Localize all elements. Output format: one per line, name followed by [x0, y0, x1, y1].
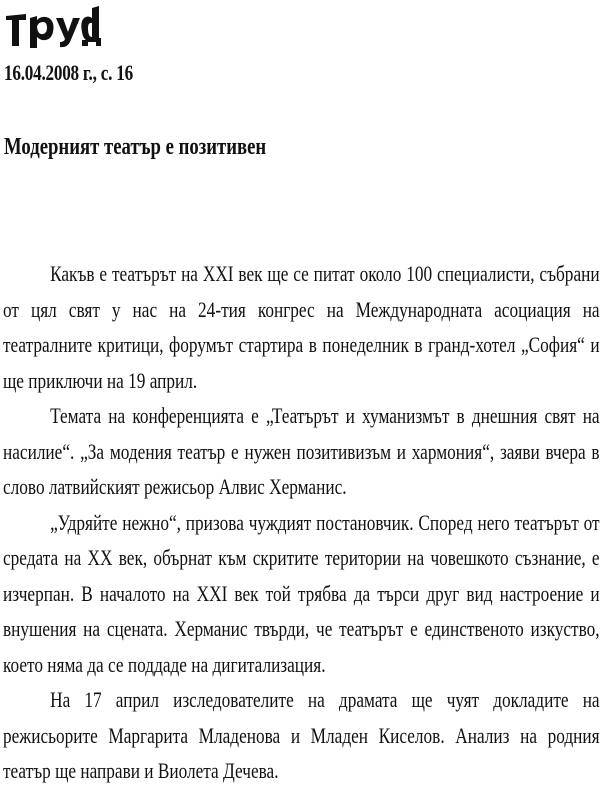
issue-date-page: 16.04.2008 г., с. 16	[4, 60, 133, 85]
article-paragraph-4: На 17 април изследователите на драмата ще чуят докладите на режисьорите Маргарита Младенова и Младен Киселов. Анализ на родния театър ще направи и Виолета Дечева.	[3, 687, 600, 783]
trud-logo-icon	[2, 2, 102, 50]
article-body	[3, 256, 600, 789]
newspaper-logo	[2, 2, 102, 50]
article-paragraph-3: „Удряйте нежно“, призова чуждият постановчик. Според него театърът от средата на XX век, обърнат към скритите територии на човешкото съзнание, е изчерпан. В началото на XXI век той трябва да търси друг вид настроение и внушения на сцената. Херманис твърди, че театърът е единственото изкуство, което няма да се поддаде на дигитализация.	[3, 509, 600, 677]
article-paragraph-1: Какъв е театърът на XXI век ще се питат около 100 специалисти, събрани от цял свят у нас на 24-тия конгрес на Международната асоциация на театралните критици, форумът стартира в понеделник в гранд-хотел „София“ и ще приключи на 19 април.	[3, 261, 600, 393]
article-title: Модерният театър е позитивен	[4, 134, 267, 160]
article-paragraph-2: Темата на конференцията е „Театърът и хуманизмът в днешния свят на насилие“. „За модения театър е нужен позитивизъм и хармония“, заяви вчера в слово латвийският режисьор Алвис Херманис.	[3, 403, 600, 499]
